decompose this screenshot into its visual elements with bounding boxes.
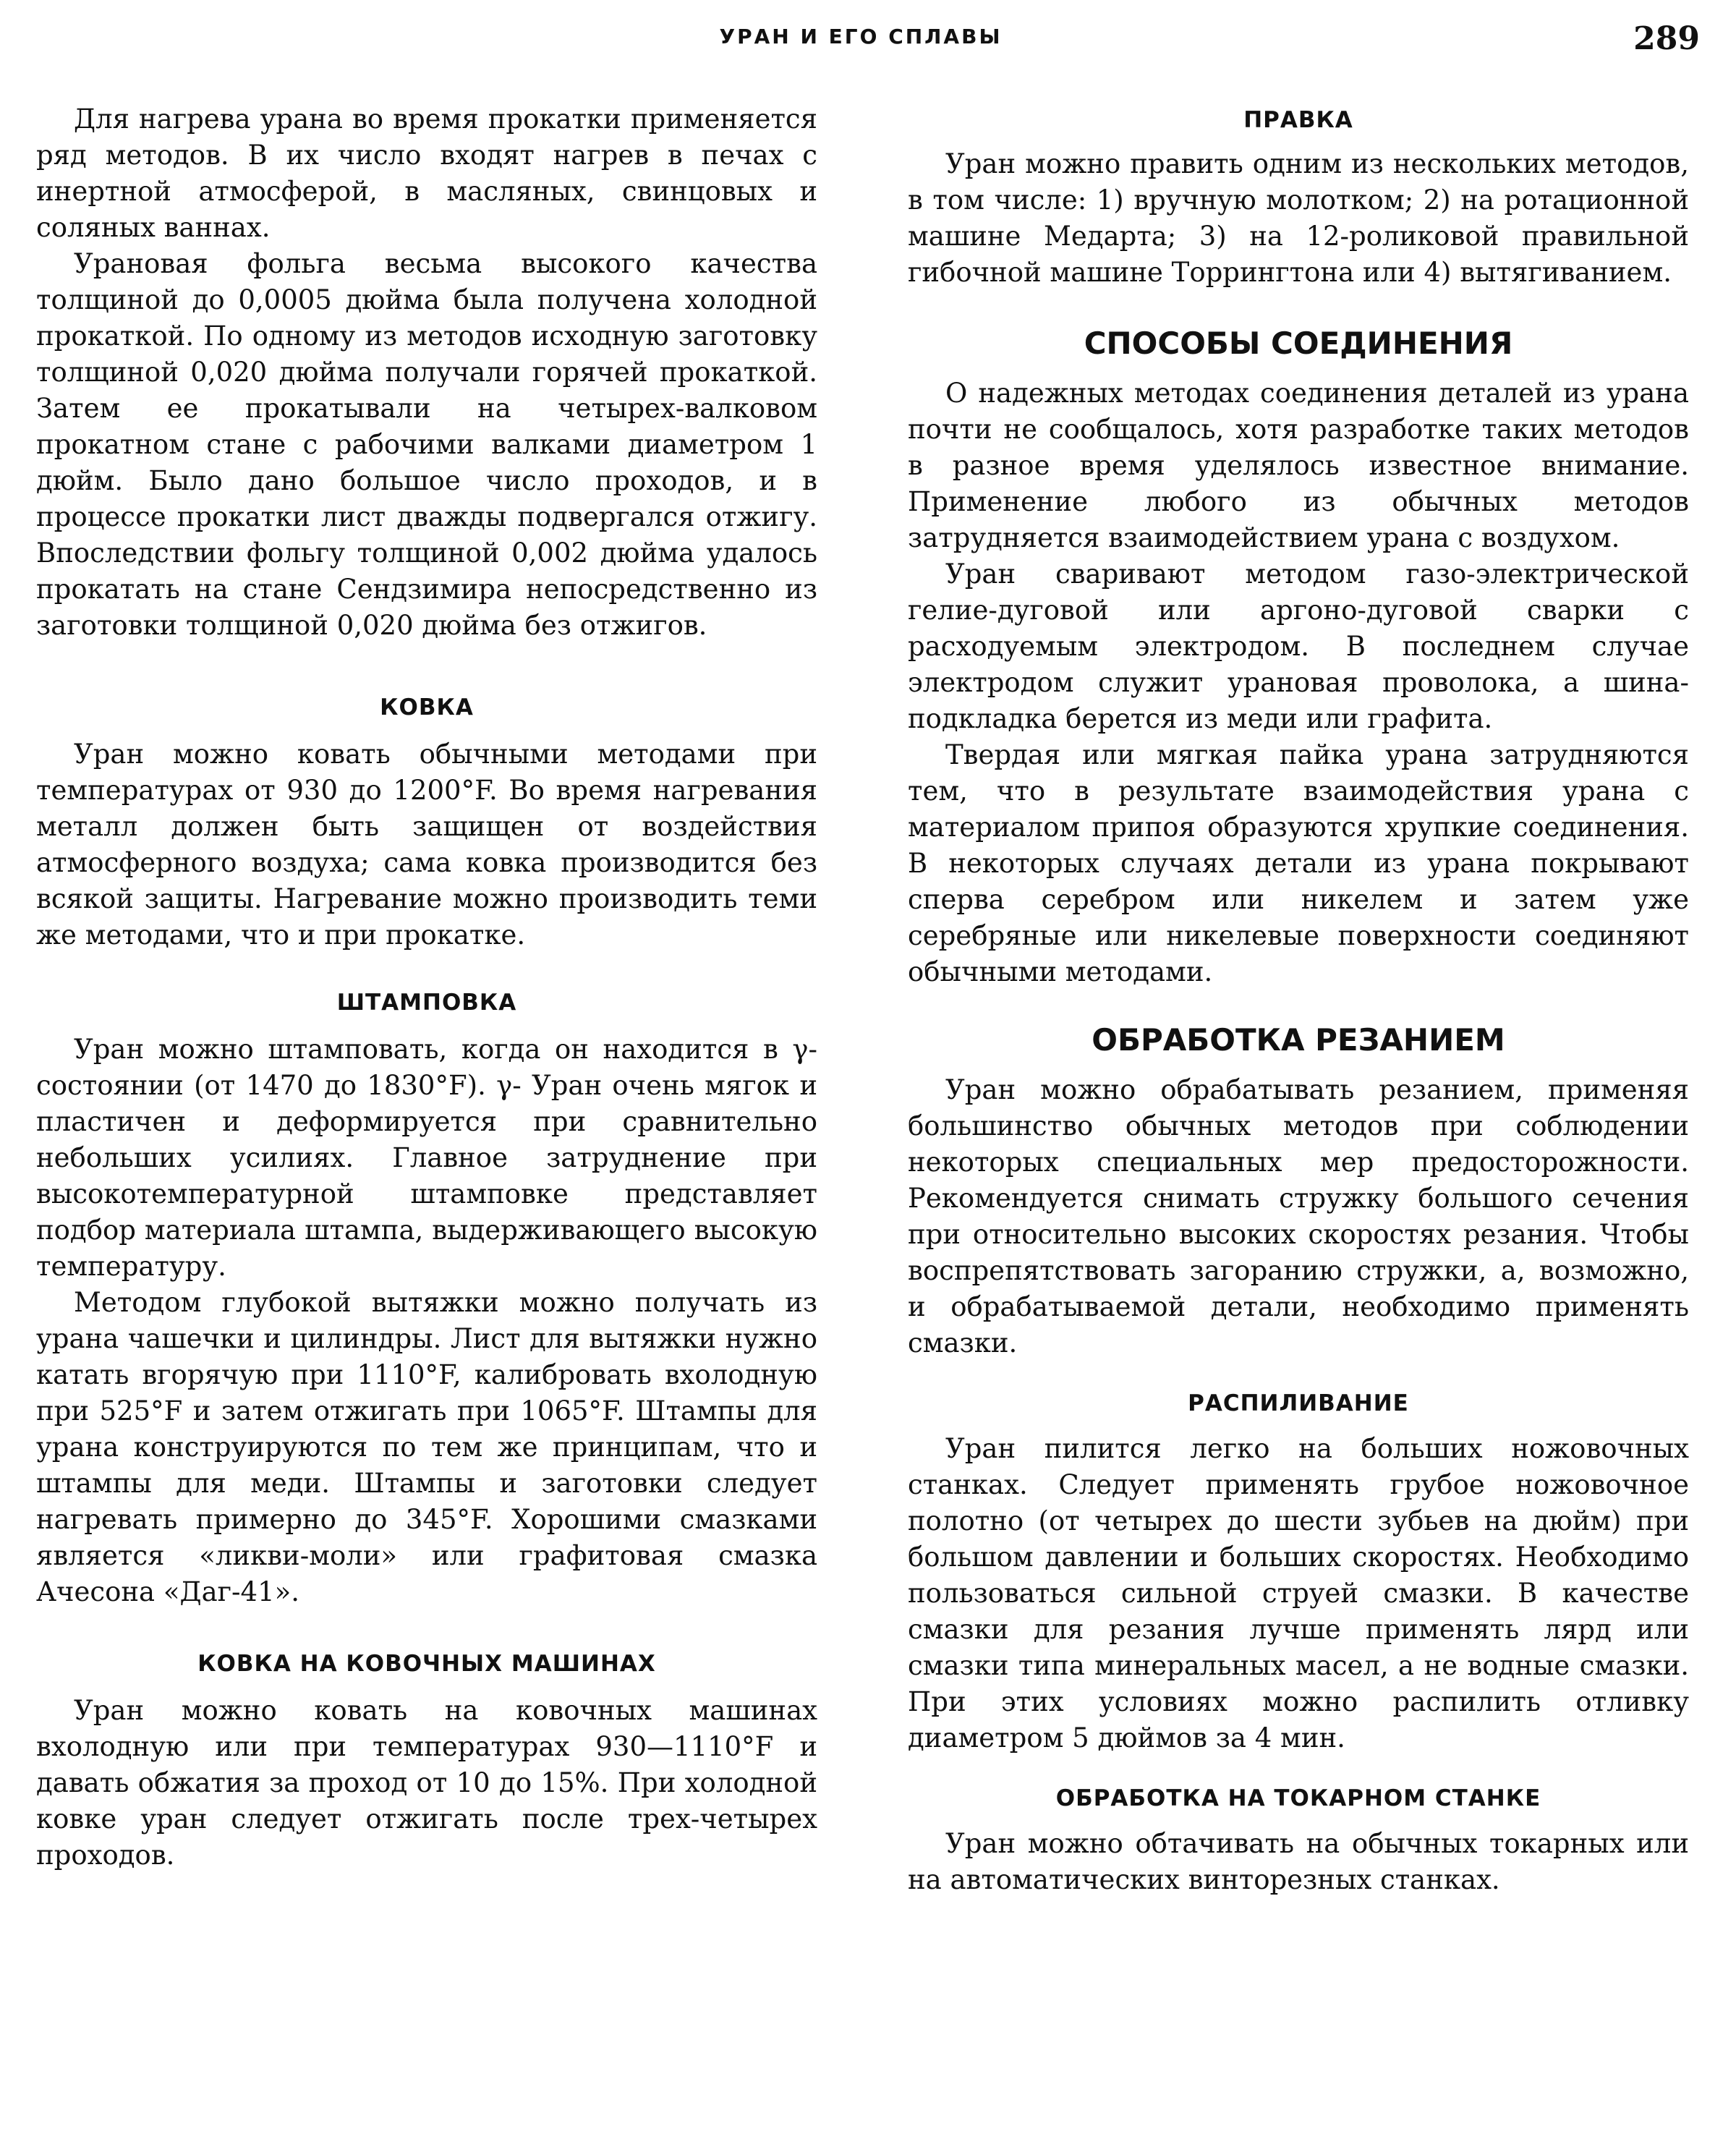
section-kovka [36, 694, 817, 953]
paragraph: Для нагрева урана во время прокатки применяется ряд методов. В их число входят нагрев в печах с инертной атмосферой, в масляных, свинцовых и соляных ваннах. [36, 103, 817, 243]
paragraph: Уран можно ковать обычными методами при температурах от 930 до 1200°F. Во время нагревания металл должен быть защищен от воздействия атмосферного воздуха; сама ковка производится без всякой защиты. Нагревание можно производить теми же методами, что и при прокатке. [36, 739, 817, 951]
paragraph: О надежных методах соединения деталей из урана почти не сообщалось, хотя разработке таких методов в разное время уделялось известное внимание. Применение любого из обычных методов затрудняется взаимодействием урана с воздухом. [908, 378, 1689, 553]
section-pravka [908, 107, 1689, 291]
paragraph: Твердая или мягкая пайка урана затрудняются тем, что в результате взаимодействия урана с материалом припоя образуются хрупкие соединения. В некоторых случаях детали из урана покрывают сперва серебром или никелем и затем уже серебряные или никелевые поверхности соединяют обычными методами. [908, 739, 1689, 987]
section-rezanie [908, 1022, 1689, 1361]
paragraph: Уран пилится легко на больших ножовочных станках. Следует применять грубое ножовочное полотно (от четырех до шести зубьев на дюйм) при большом давлении и больших скоростях. Необходимо пользоваться сильной струей смазки. В качестве смазки для резания лучше применять лярд или смазки типа минеральных масел, а не водные смазки. При этих условиях можно распилить отливку диаметром 5 дюймов за 4 мин. [908, 1433, 1689, 1753]
running-title: УРАН И ЕГО СПЛАВЫ [719, 25, 1003, 48]
section-soedinenie [908, 326, 1689, 990]
section-raspilivanie [908, 1390, 1689, 1756]
paragraph: Уран можно ковать на ковочных машинах вхолодную или при температурах 930—1110°F и давать обжатия за проход от 10 до 15%. При холодной ковке уран следует отжигать после трех-четырех проходов. [36, 1695, 817, 1871]
paragraph: Урановая фольга весьма высокого качества толщиной до 0,0005 дюйма была получена холодной прокаткой. По одному из методов исходную заготовку толщиной 0,020 дюйма получали горячей прокаткой. Затем ее прокатывали на четырех-валковом прокатном стане с рабочими валками диаметром 1 дюйм. Было дано большое число проходов, и в процессе прокатки лист дважды подвергался отжигу. Впоследствии фольгу толщиной 0,002 дюйма удалось прокатать на стане Сендзимира непосредственно из заготовки толщиной 0,020 дюйма без отжигов. [36, 248, 817, 641]
section-heading: СПОСОБЫ СОЕДИНЕНИЯ [1084, 326, 1513, 361]
section-tokarny [908, 1785, 1689, 1898]
paragraph: Уран сваривают методом газо-электрической гелие-дуговой или аргоно-дуговой сварки с расходуемым электродом. В последнем случае электродом служит урановая проволока, а шина-подкладка берется из меди или графита. [908, 558, 1689, 734]
section-heading: ОБРАБОТКА НА ТОКАРНОМ СТАНКЕ [1055, 1785, 1541, 1811]
paragraph: Уран можно обтачивать на обычных токарных или на автоматических винторезных станках. [908, 1828, 1689, 1895]
section-heading: ШТАМПОВКА [336, 990, 517, 1016]
page-number: 289 [1633, 20, 1700, 57]
section-heading: РАСПИЛИВАНИЕ [1188, 1390, 1409, 1416]
running-header [0, 20, 1736, 64]
right-column [908, 107, 1689, 1898]
section-shtampovka [36, 990, 817, 1610]
section-rolling-heating [36, 101, 817, 644]
section-heading: КОВКА НА КОВОЧНЫХ МАШИНАХ [197, 1651, 656, 1677]
section-heading: ПРАВКА [1243, 107, 1353, 133]
paragraph: Уран можно править одним из нескольких методов, в том числе: 1) вручную молотком; 2) на ротационной машине Медарта; 3) на 12-роликовой правильной гибочной машине Торрингтона или 4) вытягиванием. [908, 148, 1689, 288]
section-heading: ОБРАБОТКА РЕЗАНИЕМ [1092, 1022, 1505, 1058]
paragraph: Уран можно штамповать, когда он находится в γ-состоянии (от 1470 до 1830°F). γ- Уран очень мягок и пластичен и деформируется при сравнительно небольших усилиях. Главное затруднение при высокотемпературной штамповке представляет подбор материала штампа, выдерживающего высокую температуру. [36, 1034, 817, 1282]
section-heading: КОВКА [380, 694, 474, 720]
left-column [36, 101, 817, 1874]
paragraph: Уран можно обрабатывать резанием, применяя большинство обычных методов при соблюдении некоторых специальных мер предосторожности. Рекомендуется снимать стружку большого сечения при относительно высоких скоростях резания. Чтобы воспрепятствовать загоранию стружки, а, возможно, и обрабатываемой детали, необходимо применять смазки. [908, 1074, 1689, 1359]
section-kovka-na-mashinah [36, 1651, 817, 1874]
paragraph: Методом глубокой вытяжки можно получать из урана чашечки и цилиндры. Лист для вытяжки нужно катать вгорячую при 1110°F, калибровать вхолодную при 525°F и затем отжигать при 1065°F. Штампы для урана конструируются по тем же принципам, что и штампы для меди. Штампы и заготовки следует нагревать примерно до 345°F. Хорошими смазками является «ликви-моли» или графитовая смазка Ачесона «Даг-41». [36, 1287, 817, 1607]
